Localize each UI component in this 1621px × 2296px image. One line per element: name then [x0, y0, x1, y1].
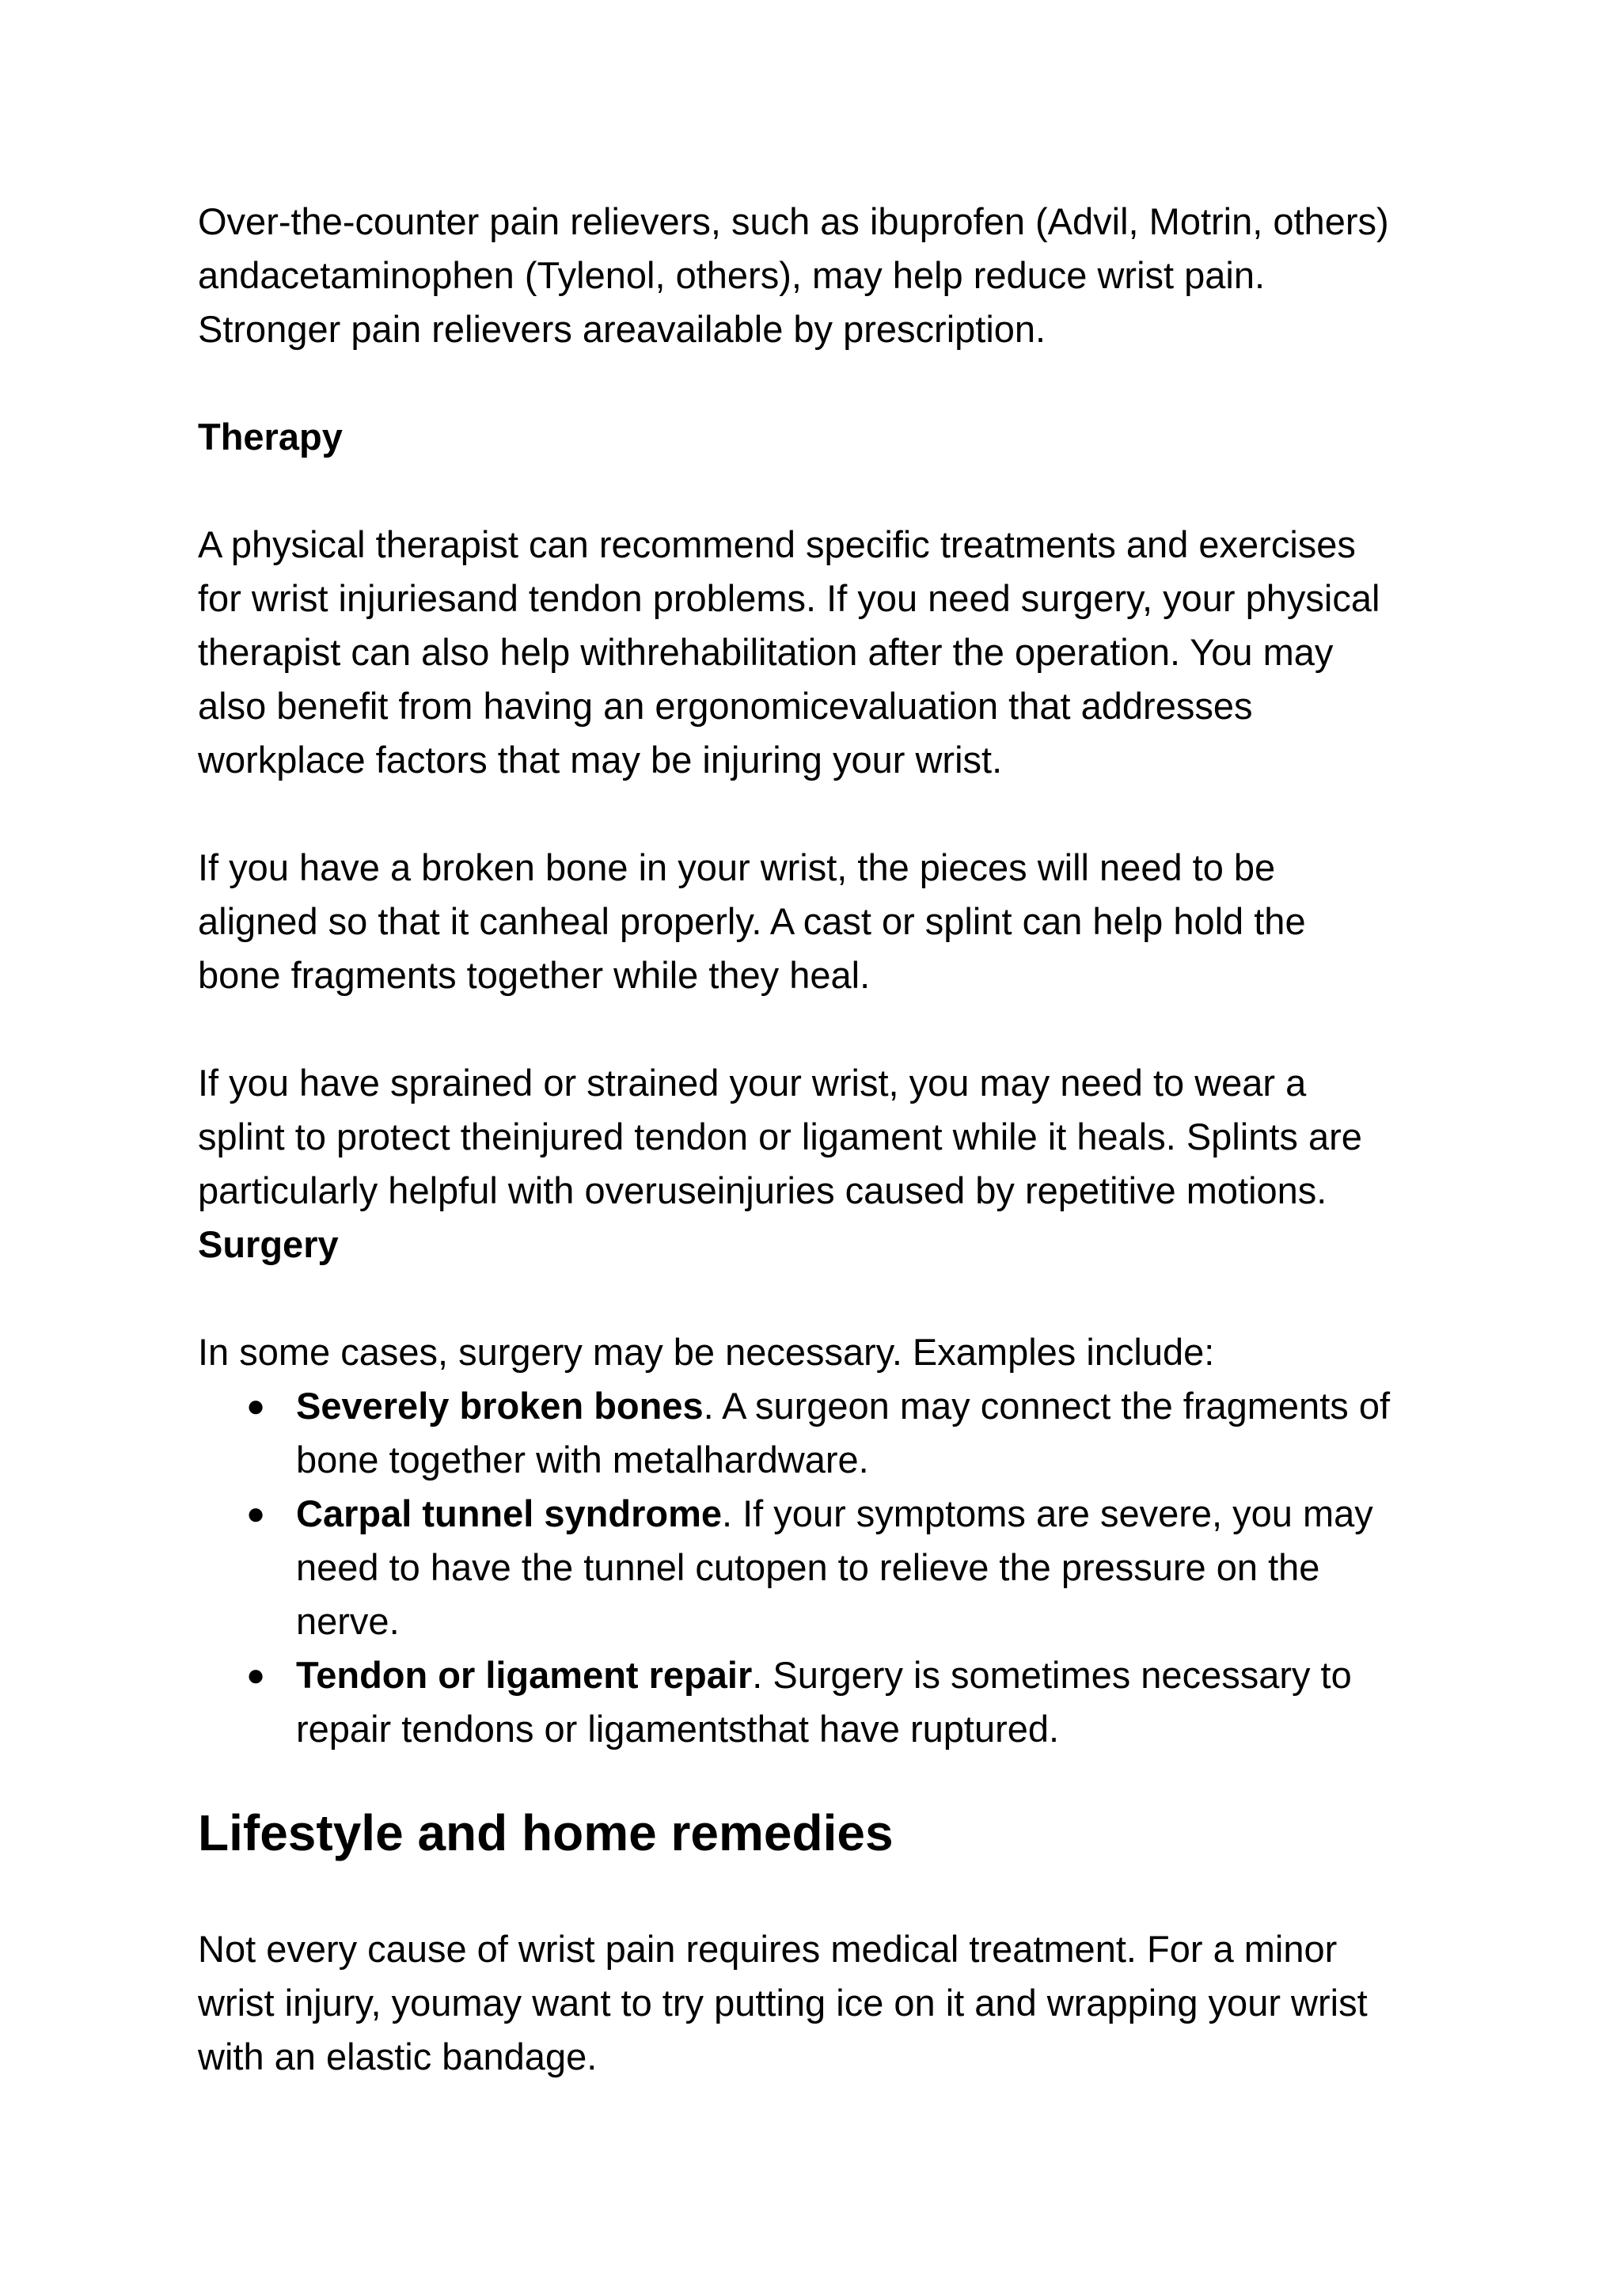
text-line: bone fragments together while they heal. — [198, 954, 871, 996]
list-item-term: Tendon or ligament repair — [296, 1654, 753, 1696]
bullet-icon: ● — [246, 1389, 266, 1424]
therapy-heading: Therapy — [198, 416, 343, 458]
text-line: therapist can also help withrehabilitation after the operation. You may — [198, 631, 1334, 673]
list-item-term: Severely broken bones — [296, 1385, 704, 1427]
text-line: wrist injury, youmay want to try putting ice on it and wrapping your wrist — [198, 1982, 1368, 2024]
list-item-text: bone together with metalhardware. — [296, 1439, 869, 1481]
surgery-heading: Surgery — [198, 1223, 339, 1265]
text-line: for wrist injuriesand tendon problems. If you need surgery, your physical — [198, 577, 1380, 619]
text-line: Stronger pain relievers areavailable by prescription. — [198, 308, 1046, 350]
list-item — [198, 1487, 1464, 1648]
list-item — [198, 1648, 1464, 1756]
text-line: A physical therapist can recommend specific treatments and exercises — [198, 523, 1356, 565]
list-item-text: . If your symptoms are severe, you may — [722, 1492, 1373, 1534]
surgery-intro: In some cases, surgery may be necessary. Examples include: — [198, 1331, 1215, 1373]
text-line: workplace factors that may be injuring your wrist. — [198, 739, 1003, 781]
intro-paragraph — [198, 195, 1464, 356]
list-item-text: nerve. — [296, 1600, 400, 1642]
text-line: If you have a broken bone in your wrist, the pieces will need to be — [198, 846, 1276, 888]
list-item — [198, 1379, 1464, 1487]
text-line: Over-the-counter pain relievers, such as ibuprofen (Advil, Motrin, others) — [198, 200, 1389, 242]
text-line: Not every cause of wrist pain requires medical treatment. For a minor — [198, 1928, 1338, 1970]
bullet-icon: ● — [246, 1658, 266, 1693]
list-item-text: repair tendons or ligamentsthat have ruptured. — [296, 1708, 1060, 1750]
lifestyle-section-title: Lifestyle and home remedies — [198, 1804, 894, 1861]
text-line: andacetaminophen (Tylenol, others), may help reduce wrist pain. — [198, 254, 1266, 296]
text-line: also benefit from having an ergonomicevaluation that addresses — [198, 685, 1253, 727]
list-item-text: . A surgeon may connect the fragments of — [703, 1385, 1391, 1427]
list-item-term: Carpal tunnel syndrome — [296, 1492, 722, 1534]
text-line: splint to protect theinjured tendon or ligament while it heals. Splints are — [198, 1116, 1362, 1158]
text-line: with an elastic bandage. — [198, 2036, 598, 2077]
text-line: aligned so that it canheal properly. A cast or splint can help hold the — [198, 900, 1306, 942]
therapy-paragraph-1 — [198, 518, 1464, 787]
therapy-paragraph-3 — [198, 1056, 1464, 1218]
list-item-text: need to have the tunnel cutopen to relieve the pressure on the — [296, 1546, 1320, 1588]
text-line: particularly helpful with overuseinjuries caused by repetitive motions. — [198, 1169, 1327, 1211]
document-page — [198, 195, 1464, 2084]
lifestyle-paragraph — [198, 1922, 1464, 2084]
text-line: If you have sprained or strained your wrist, you may need to wear a — [198, 1062, 1307, 1104]
therapy-paragraph-2 — [198, 841, 1464, 1002]
list-item-text: . Surgery is sometimes necessary to — [752, 1654, 1352, 1696]
bullet-icon: ● — [246, 1496, 266, 1531]
surgery-examples-list — [198, 1379, 1464, 1756]
